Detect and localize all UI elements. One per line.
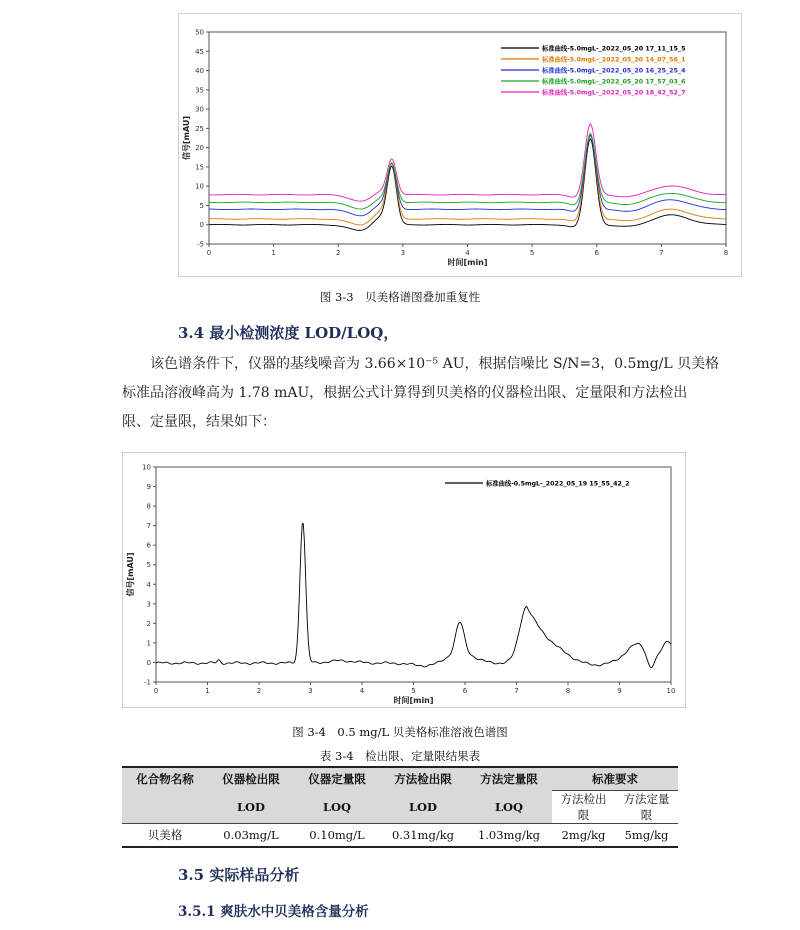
x-tick-label: 8 — [565, 687, 571, 695]
th2-loq-1: LOQ — [294, 791, 380, 824]
plot-area — [209, 32, 726, 244]
chart1-svg — [179, 14, 741, 276]
x-tick-label: 4 — [359, 687, 365, 695]
x-tick-label: 7 — [514, 687, 519, 695]
x-tick-label: 3 — [308, 687, 313, 695]
x-tick-label: 4 — [465, 249, 470, 257]
y-tick-label: 50 — [195, 28, 204, 37]
y-tick-label: 20 — [195, 144, 204, 153]
y-tick-label: 8 — [146, 502, 151, 511]
y-tick-label: 3 — [146, 600, 151, 609]
y-tick-label: 7 — [146, 522, 151, 531]
x-tick-label: 2 — [256, 687, 262, 695]
x-axis-label: 时间[min] — [393, 696, 434, 705]
legend-entry: 标准曲线-5.0mgL-_2022_05_20 17_57_03_6 — [542, 78, 686, 86]
th-method-loq: 方法定量限 — [466, 767, 552, 791]
legend-entry: 标准曲线-5.0mgL-_2022_05_20 18_42_52_7 — [542, 89, 686, 97]
x-tick-label: 5 — [411, 687, 416, 695]
y-axis-label: 信号[mAU] — [126, 552, 135, 597]
th-instrument-loq: 仪器定量限 — [294, 767, 380, 791]
chart-standard-solution — [122, 452, 686, 708]
td-instrument-loq: 0.10mg/L — [294, 824, 380, 848]
legend-entry: 标准曲线-0.5mgL-_2022_05_19 15_55_42_2 — [486, 480, 630, 488]
x-axis-label: 时间[min] — [447, 258, 488, 267]
th2-loq-2: LOQ — [466, 791, 552, 824]
table-header-row-2 — [122, 791, 678, 824]
x-tick-label: 6 — [462, 687, 468, 695]
section-heading-3-5-1: 3.5.1 爽肤水中贝美格含量分析 — [178, 904, 369, 920]
y-tick-label: 0 — [199, 221, 204, 230]
y-tick-label: 35 — [195, 86, 204, 95]
x-tick-label: 1 — [271, 249, 276, 257]
x-tick-label: 1 — [205, 687, 210, 695]
y-tick-label: 5 — [199, 201, 204, 210]
y-tick-label: 30 — [195, 105, 204, 114]
th2-lod-1: LOD — [208, 791, 294, 824]
chart-overlay-repeatability — [178, 13, 742, 277]
plot-area — [156, 467, 671, 682]
x-tick-label: 8 — [723, 249, 729, 257]
legend-entry: 标准曲线-5.0mgL-_2022_05_20 17_11_15_5 — [542, 45, 686, 53]
th-standard-requirement: 标准要求 — [552, 767, 678, 791]
paragraph-line-1: 该色谱条件下，仪器的基线噪音为 3.66×10⁻⁵ AU，根据信噪比 S/N=3，0.5mg/L 贝美格 — [150, 356, 720, 372]
y-tick-label: 10 — [142, 463, 151, 472]
table-header-row-1 — [122, 767, 678, 791]
x-tick-label: 9 — [617, 687, 622, 695]
y-tick-label: 0 — [146, 658, 151, 667]
th2-lod-2: LOD — [380, 791, 466, 824]
section-heading-3-5: 3.5 实际样品分析 — [178, 866, 300, 884]
section-heading-3-4: 3.4 最小检测浓度 LOD/LOQ， — [178, 324, 399, 342]
td-compound: 贝美格 — [122, 824, 208, 848]
y-tick-label: 1 — [146, 639, 151, 648]
y-tick-label: -5 — [197, 240, 204, 249]
y-tick-label: 40 — [195, 67, 204, 76]
figure-caption-3-3: 图 3-3 贝美格谱图叠加重复性 — [319, 290, 481, 304]
td-instrument-lod: 0.03mg/L — [208, 824, 294, 848]
x-tick-label: 3 — [400, 249, 406, 257]
y-tick-label: 9 — [146, 483, 151, 492]
legend-entry: 标准曲线-5.0mgL-_2022_05_20 16_25_25_4 — [542, 67, 686, 75]
paragraph-line-3: 限、定量限，结果如下： — [122, 414, 276, 430]
y-tick-label: 4 — [146, 580, 151, 589]
td-method-loq: 1.03mg/kg — [466, 824, 552, 848]
td-req-lod: 2mg/kg — [552, 824, 615, 848]
th-method-lod: 方法检出限 — [380, 767, 466, 791]
x-tick-label: 5 — [529, 249, 535, 257]
y-tick-label: 2 — [146, 619, 151, 628]
x-tick-label: 2 — [336, 249, 341, 257]
th2-empty — [122, 791, 208, 824]
td-method-lod: 0.31mg/kg — [380, 824, 466, 848]
legend-entry: 标准曲线-5.0mgL-_2022_05_20 14_07_56_1 — [542, 56, 686, 64]
th2-method-loq-req: 方法定量限 — [623, 792, 670, 822]
x-tick-label: 0 — [206, 249, 212, 257]
paragraph-line-2: 标准品溶液峰高为 1.78 mAU，根据公式计算得到贝美格的仪器检出限、定量限和方法检出 — [122, 385, 688, 401]
x-tick-label: 10 — [666, 687, 676, 695]
y-axis-label: 信号[mAU] — [182, 115, 191, 161]
th-instrument-lod: 仪器检出限 — [208, 767, 294, 791]
figure-caption-3-4: 图 3-4 0.5 mg/L 贝美格标准溶液色谱图 — [292, 725, 508, 739]
th-compound: 化合物名称 — [122, 767, 208, 791]
y-tick-label: 6 — [146, 541, 151, 550]
y-tick-label: 45 — [195, 47, 204, 56]
chart2-svg — [123, 453, 685, 707]
td-req-loq: 5mg/kg — [615, 824, 678, 848]
y-tick-label: 10 — [195, 182, 204, 191]
th2-method-lod-req: 方法检出限 — [560, 792, 607, 822]
y-tick-label: -1 — [144, 678, 151, 687]
y-tick-label: 5 — [146, 561, 151, 570]
y-tick-label: 25 — [195, 124, 204, 133]
table-row — [122, 824, 678, 848]
y-tick-label: 15 — [195, 163, 204, 172]
x-tick-label: 6 — [594, 249, 599, 257]
table-caption-3-4: 表 3-4 检出限、定量限结果表 — [319, 749, 481, 763]
lod-loq-table — [122, 766, 678, 848]
x-tick-label: 7 — [659, 249, 664, 257]
x-tick-label: 0 — [153, 687, 159, 695]
